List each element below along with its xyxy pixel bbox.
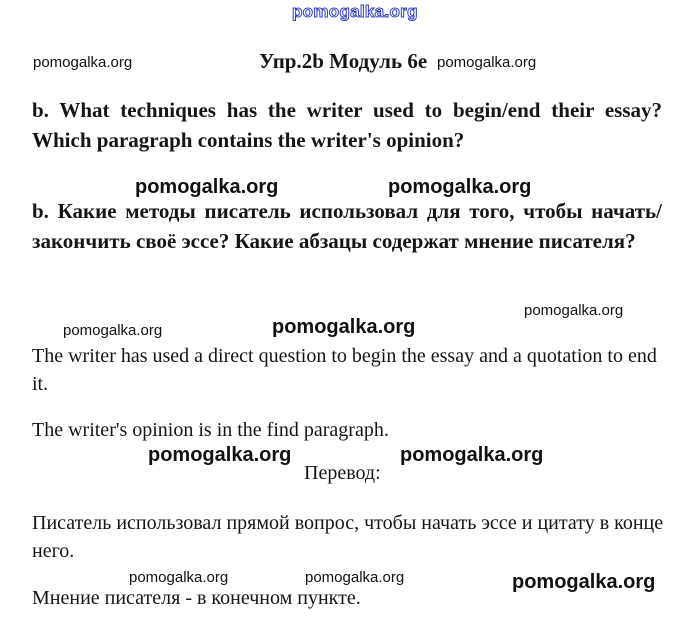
watermark: pomogalka.org xyxy=(388,176,532,198)
watermark: pomogalka.org xyxy=(148,444,292,466)
answer-paragraph-2: The writer's opinion is in the find paragraph. xyxy=(32,419,389,441)
watermark: pomogalka.org xyxy=(437,54,537,71)
watermark: pomogalka.org xyxy=(524,302,624,319)
translation-label: Перевод: xyxy=(304,462,381,484)
watermark: pomogalka.org xyxy=(305,569,405,586)
watermark: pomogalka.org xyxy=(129,569,229,586)
watermark: pomogalka.org xyxy=(512,571,656,593)
translation-paragraph-1: Писатель использовал прямой вопрос, чтобы начать эссе и цитату в конце него. xyxy=(32,512,664,562)
translation-paragraph-2: Мнение писателя - в конечном пункте. xyxy=(32,587,361,609)
question-english: b. What techniques has the writer used to begin/end their essay? Which paragraph contains the writer's opinion? xyxy=(32,98,662,152)
watermark: pomogalka.org xyxy=(400,444,544,466)
watermark: pomogalka.org xyxy=(63,322,163,339)
watermark: pomogalka.org xyxy=(33,54,133,71)
page-title: Упр.2b Модуль 6e xyxy=(259,49,428,73)
watermark: pomogalka.org xyxy=(272,316,416,338)
answer-paragraph-1: The writer has used a direct question to begin the essay and a quotation to end it. xyxy=(32,345,657,395)
question-russian: b. Какие методы писатель использовал для того, чтобы начать/закончить своё эссе? Какие абзацы содержат мнение писателя? xyxy=(32,199,662,253)
watermark: pomogalka.org xyxy=(135,176,279,198)
watermark-top: pomogalka.org xyxy=(292,2,418,21)
